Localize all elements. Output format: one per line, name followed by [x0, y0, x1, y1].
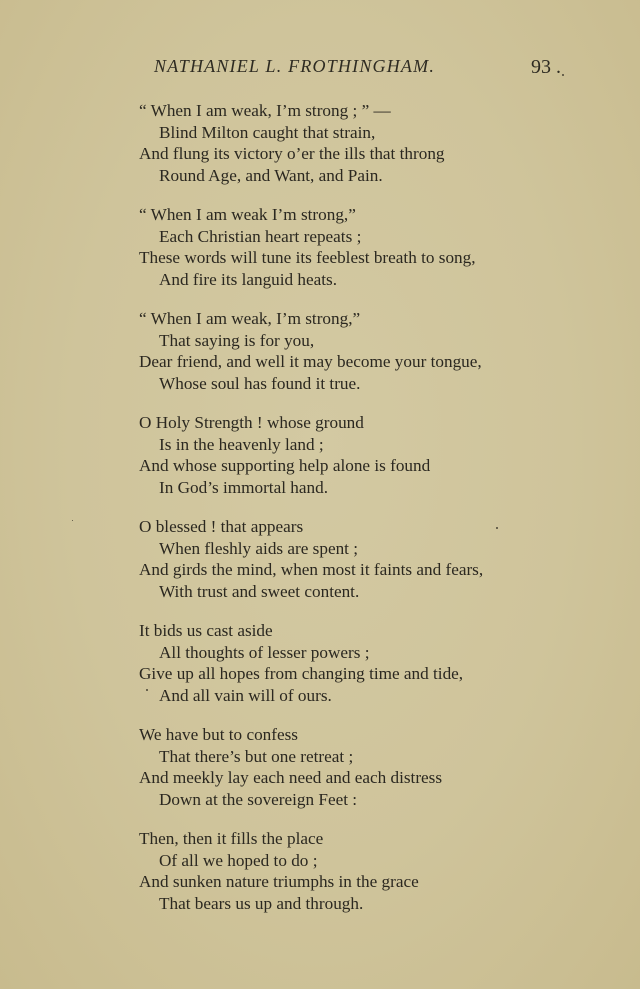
stanza	[139, 516, 559, 620]
poem-line: That bears us up and through.	[159, 893, 364, 913]
stanza	[139, 620, 559, 724]
poem-line: And flung its victory o’er the ills that throng	[139, 144, 445, 163]
stanza	[139, 308, 559, 412]
poem-line: And sunken nature triumphs in the grace	[139, 872, 419, 891]
poem-line: In God’s immortal hand.	[159, 477, 328, 497]
poem-line: And fire its languid heats.	[159, 269, 338, 289]
poem-line: Then, then it fills the place	[139, 829, 324, 848]
scan-speck	[562, 74, 564, 76]
poem-line: O Holy Strength ! whose ground	[139, 413, 364, 432]
scan-speck	[496, 527, 498, 529]
stanza	[139, 100, 559, 204]
poem-line: With trust and sweet content.	[159, 581, 360, 601]
poem-line: When fleshly aids are spent ;	[159, 538, 359, 558]
poem-line: “ When I am weak I’m strong,”	[139, 205, 356, 224]
poem-line: Is in the heavenly land ;	[159, 434, 324, 454]
running-title: NATHANIEL L. FROTHINGHAM.	[154, 56, 436, 76]
poem-line: It bids us cast aside	[139, 621, 273, 640]
poem-line: And all vain will of ours.	[159, 685, 332, 705]
page-number: 93 .	[531, 56, 561, 78]
stanza	[139, 412, 559, 516]
poem-line: “ When I am weak, I’m strong,”	[139, 309, 361, 328]
scan-speck	[146, 689, 148, 691]
poem-line: Dear friend, and well it may become your tongue,	[139, 352, 482, 371]
running-head	[154, 56, 574, 82]
poem-line: And whose supporting help alone is found	[139, 456, 431, 475]
poem-line: These words will tune its feeblest breath to song,	[139, 248, 476, 267]
poem-line: Round Age, and Want, and Pain.	[159, 165, 383, 185]
poem	[139, 100, 559, 932]
poem-line: Each Christian heart repeats ;	[159, 226, 362, 246]
poem-line: O blessed ! that appears	[139, 517, 304, 536]
poem-line: We have but to confess	[139, 725, 298, 744]
poem-line: “ When I am weak, I’m strong ; ” —	[139, 101, 391, 120]
stanza	[139, 828, 559, 932]
stanza	[139, 724, 559, 828]
poem-line: Of all we hoped to do ;	[159, 850, 318, 870]
poem-line: That saying is for you,	[159, 330, 315, 350]
scan-speck	[72, 520, 73, 521]
poem-line: That there’s but one retreat ;	[159, 746, 354, 766]
stanza	[139, 204, 559, 308]
poem-line: All thoughts of lesser powers ;	[159, 642, 370, 662]
poem-line: Down at the sovereign Feet :	[159, 789, 358, 809]
poem-line: And meekly lay each need and each distress	[139, 768, 443, 787]
poem-line: Whose soul has found it true.	[159, 373, 361, 393]
poem-line: Blind Milton caught that strain,	[159, 122, 376, 142]
poem-line: Give up all hopes from changing time and tide,	[139, 664, 464, 683]
poem-line: And girds the mind, when most it faints and fears,	[139, 560, 484, 579]
